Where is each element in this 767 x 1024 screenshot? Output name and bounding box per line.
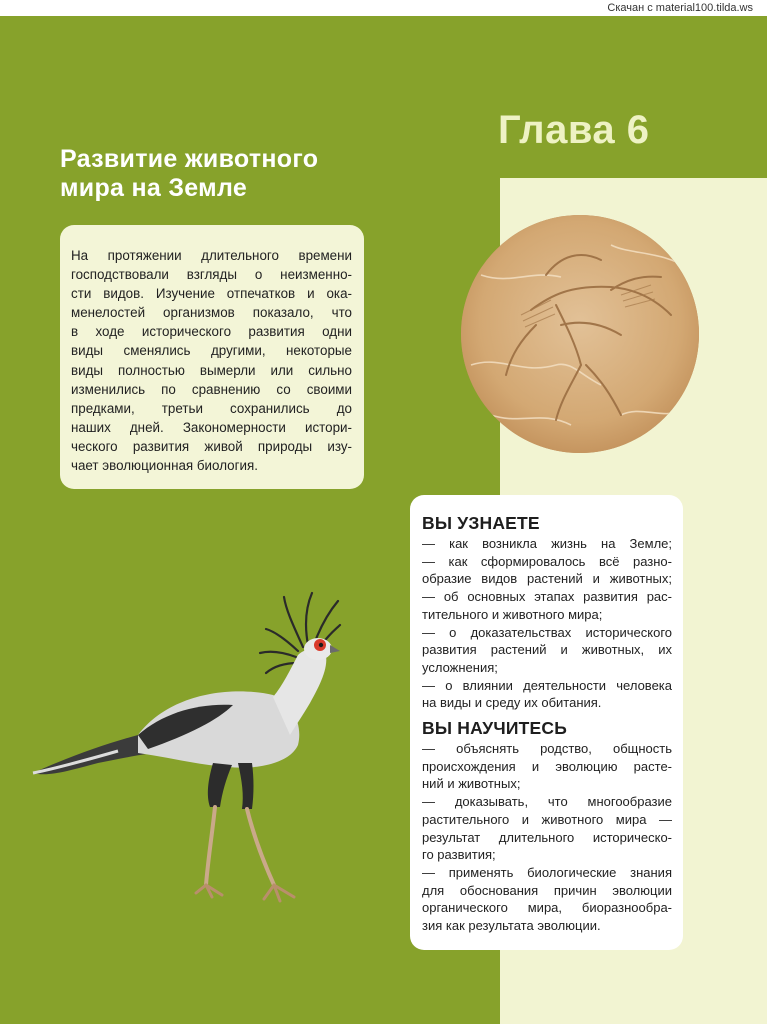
title-line: Развитие животного [60, 145, 319, 173]
intro-line: в ходе исторического развития одни [71, 324, 352, 340]
learn-line: — об основных этапах развития рас- [422, 589, 672, 605]
archaeopteryx-fossil-image [461, 215, 699, 453]
intro-line: виды полностью вымерли или сильно [71, 362, 352, 378]
learn-line: усложнения; [422, 659, 498, 675]
skills-line: результат длительного историческо- [422, 829, 672, 845]
secretary-bird-drawing [28, 585, 348, 915]
skills-heading: ВЫ НАУЧИТЕСЬ [422, 718, 567, 739]
skills-line: органического мира, биоразнообра- [422, 900, 672, 916]
learn-line: — о доказательствах исторического [422, 624, 672, 640]
intro-line: сти видов. Изучение отпечатков и ока- [71, 286, 352, 302]
watermark: Скачан с material100.tilda.ws [0, 0, 767, 16]
intro-line: наших дней. Закономерности истори- [71, 419, 352, 435]
skills-line: ний и животных; [422, 776, 521, 792]
learn-heading: ВЫ УЗНАЕТЕ [422, 513, 540, 533]
intro-line: чает эволюционная биология. [71, 458, 258, 474]
secretary-bird-illustration [28, 585, 348, 915]
learn-line: — как сформировалось всё разно- [422, 553, 672, 569]
chapter-title: Глава 6 [498, 108, 650, 152]
learn-line: — о влиянии деятельности человека [422, 677, 672, 693]
learn-line: на виды и среду их обитания. [422, 695, 602, 711]
intro-line: предками, третьи сохранились до [71, 400, 352, 416]
fossil-illustration [461, 215, 699, 453]
skills-line: — доказывать, что многообразие [422, 794, 672, 810]
intro-card [60, 225, 364, 489]
learn-line: тительного и животного мира; [422, 606, 603, 622]
skills-line: для обоснования причин эволюции [422, 882, 672, 898]
learn-line: — как возникла жизнь на Земле; [422, 536, 672, 551]
skills-line: растительного и животного мира — [422, 811, 672, 827]
intro-line: ческого развития живой природы изу- [71, 438, 352, 454]
learn-line: образие видов растений и животных; [422, 571, 672, 587]
title-line: мира на Земле [60, 174, 248, 202]
skills-line: — применять биологические знания [422, 864, 672, 880]
skills-line: го развития; [422, 847, 496, 863]
skills-line: происхождения и эволюцию расте- [422, 758, 672, 774]
intro-line: изменились по сравнению со своими [71, 381, 352, 397]
intro-line: На протяжении длительного времени [71, 248, 352, 263]
intro-line: виды сменялись другими, некоторые [71, 343, 352, 359]
skills-line: зия как результата эволюции. [422, 918, 601, 934]
section-title [60, 145, 420, 203]
intro-line: менелостей организмов показало, что [71, 305, 352, 321]
intro-line: господствовали взгляды о неизменно- [71, 267, 352, 283]
learning-outcomes-card [410, 495, 683, 950]
skills-line: — объяснять родство, общность [422, 741, 672, 757]
learn-line: развития растений и животных, их [422, 642, 672, 658]
